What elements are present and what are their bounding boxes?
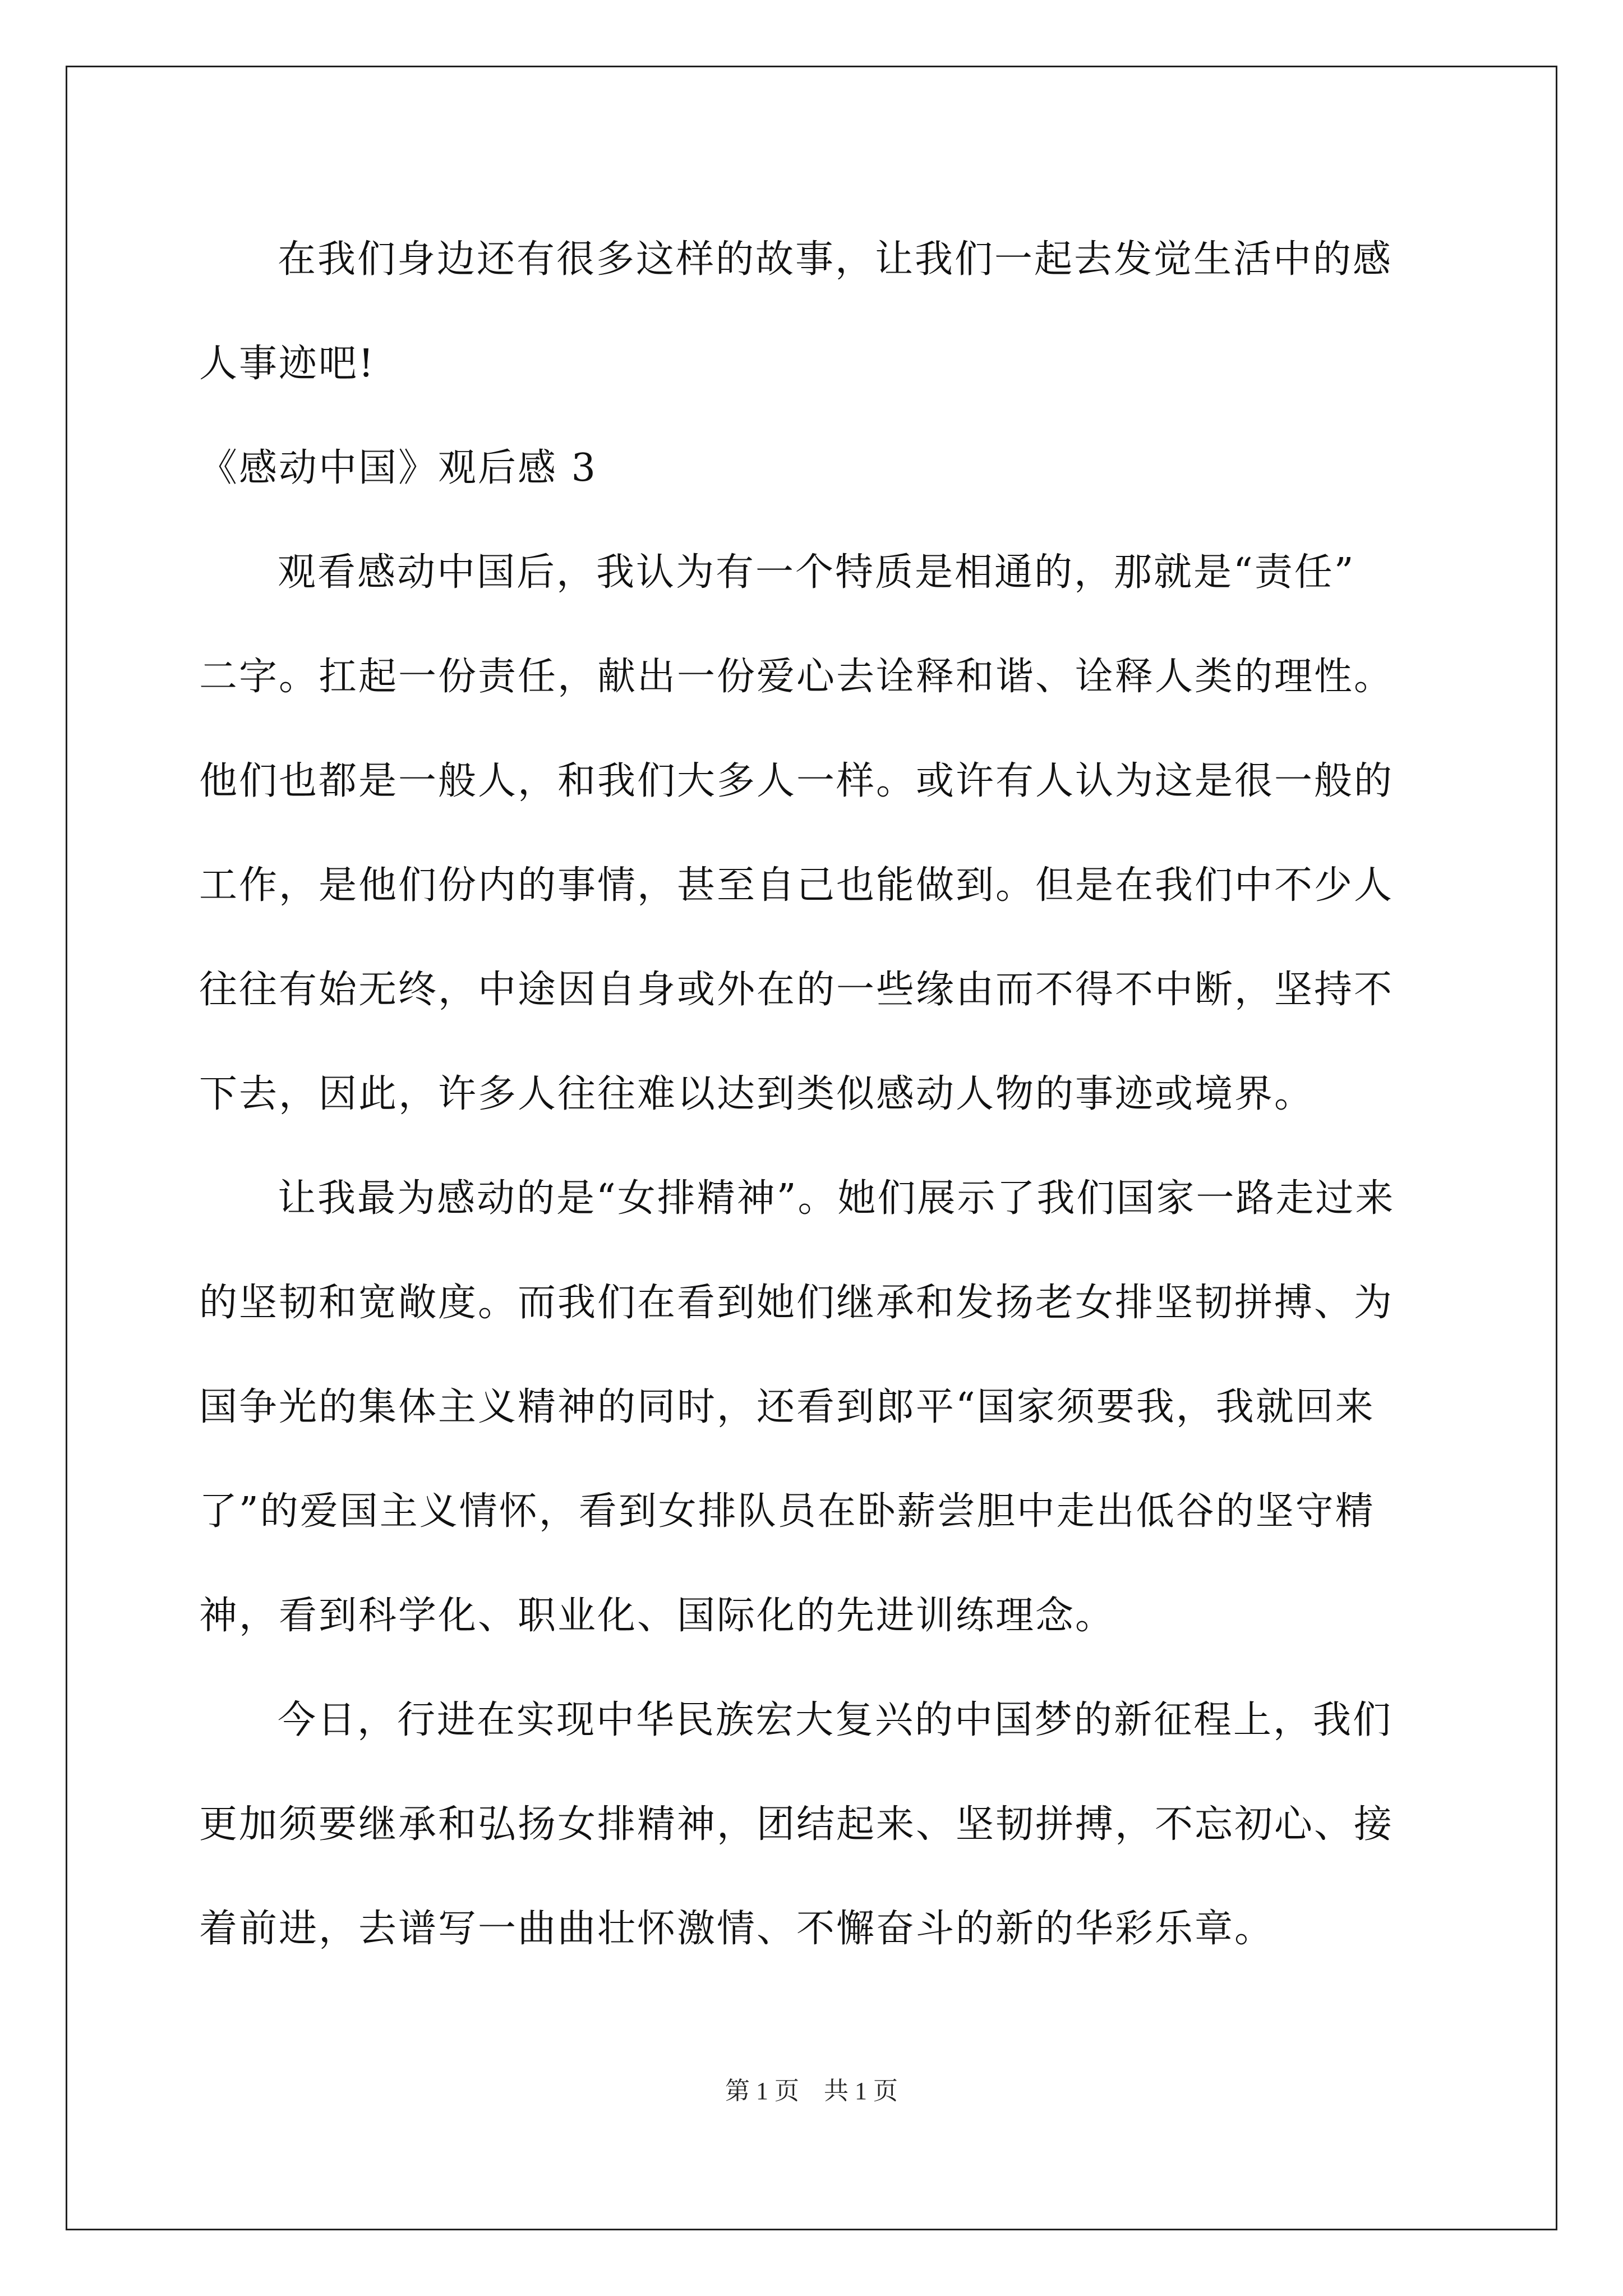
- paragraph-line: 国争光的集体主义精神的同时，还看到郎平“国家须要我，我就回来: [199, 1385, 1375, 1429]
- paragraph-line: 往往有始无终，中途因自身或外在的一些缘由而不得不中断，坚持不: [199, 968, 1394, 1012]
- section-title: 《感动中国》观后感 3: [199, 446, 597, 490]
- paragraph-line: 二字。扛起一份责任，献出一份爱心去诠释和谐、诠释人类的理性。: [199, 655, 1394, 699]
- paragraph-line: 神，看到科学化、职业化、国际化的先进训练理念。: [199, 1594, 1115, 1638]
- paragraph-line: 人事迹吧!: [199, 342, 376, 386]
- paragraph-line: 他们也都是一般人，和我们大多人一样。或许有人认为这是很一般的: [199, 759, 1394, 803]
- paragraph-line: 让我最为感动的是“女排精神”。她们展示了我们国家一路走过来: [278, 1176, 1395, 1221]
- paragraph-line: 着前进，去谱写一曲曲壮怀激情、不懈奋斗的新的华彩乐章。: [199, 1907, 1275, 1951]
- document-body: [199, 208, 1427, 1981]
- paragraph-line: 工作，是他们份内的事情，甚至自己也能做到。但是在我们中不少人: [199, 863, 1394, 908]
- paragraph-line: 在我们身边还有很多这样的故事，让我们一起去发觉生活中的感: [278, 237, 1393, 282]
- paragraph-line: 观看感动中国后，我认为有一个特质是相通的，那就是“责任”: [278, 550, 1355, 595]
- paragraph-line: 更加须要继承和弘扬女排精神，团结起来、坚韧拼搏，不忘初心、接: [199, 1802, 1394, 1847]
- paragraph-line: 了”的爱国主义情怀，看到女排队员在卧薪尝胆中走出低谷的坚守精: [199, 1489, 1375, 1534]
- paragraph-line: 的坚韧和宽敞度。而我们在看到她们继承和发扬老女排坚韧拼搏、为: [199, 1281, 1394, 1325]
- page-number-footer: 第 1 页 共 1 页: [725, 2077, 898, 2105]
- paragraph-line: 今日，行进在实现中华民族宏大复兴的中国梦的新征程上，我们: [278, 1698, 1393, 1742]
- paragraph-line: 下去，因此，许多人往往难以达到类似感动人物的事迹或境界。: [199, 1072, 1315, 1116]
